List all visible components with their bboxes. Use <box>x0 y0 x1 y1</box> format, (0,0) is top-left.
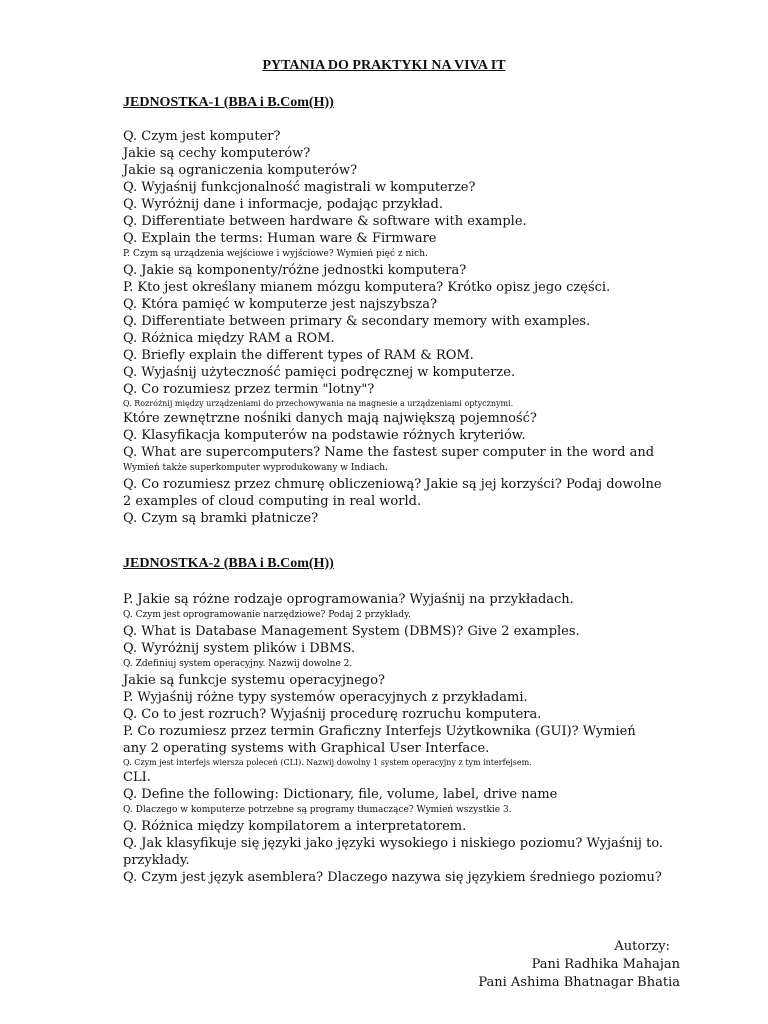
question-line: Q. Dlaczego w komputerze potrzebne są programy tłumaczące? Wymień wszystkie 3. <box>123 805 512 815</box>
question-line: Q. Define the following: Dictionary, file, volume, label, drive name <box>123 787 558 802</box>
question-line: Q. Różnica między RAM a ROM. <box>123 331 335 346</box>
unit-1-questions <box>123 128 683 527</box>
question-line: Q. Co rozumiesz przez termin "lotny"? <box>123 382 375 397</box>
question-line: Jakie są funkcje systemu operacyjnego? <box>123 673 386 688</box>
question-line: P. Wyjaśnij różne typy systemów operacyjnych z przykładami. <box>123 690 528 705</box>
question-line: Jakie są cechy komputerów? <box>123 146 311 161</box>
question-line: Q. Czym jest komputer? <box>123 129 281 144</box>
question-line: Q. Co rozumiesz przez chmurę obliczeniową? Jakie są jej korzyści? Podaj dowolne <box>123 477 662 492</box>
question-line: P. Jakie są różne rodzaje oprogramowania? Wyjaśnij na przykładach. <box>123 592 574 607</box>
question-line: Q. Differentiate between primary & secondary memory with examples. <box>123 314 591 329</box>
question-line: Q. Czym jest interfejs wiersza poleceń (CLI). Nazwij dowolny 1 system operacyjny z tym interfejsem. <box>123 758 532 767</box>
authors-block <box>478 938 680 992</box>
question-line: CLI. <box>123 770 151 785</box>
question-line: P. Czym są urządzenia wejściowe i wyjściowe? Wymień pięć z nich. <box>123 249 428 259</box>
question-line: Q. Czym są bramki płatnicze? <box>123 511 319 526</box>
author-name: Pani Ashima Bhatnagar Bhatia <box>478 975 680 990</box>
question-line: Q. What are supercomputers? Name the fastest super computer in the word and <box>123 445 655 460</box>
question-line: przykłady. <box>123 853 190 868</box>
question-line: Jakie są ograniczenia komputerów? <box>123 163 358 178</box>
question-line: Q. Różnica między kompilatorem a interpretatorem. <box>123 819 467 834</box>
question-line: Q. Explain the terms: Human ware & Firmware <box>123 231 437 246</box>
question-line: Q. Jakie są komponenty/różne jednostki komputera? <box>123 263 467 278</box>
question-line: Q. Czym jest oprogramowanie narzędziowe? Podaj 2 przykłady. <box>123 610 411 620</box>
question-line: any 2 operating systems with Graphical User Interface. <box>123 741 490 756</box>
question-line: P. Co rozumiesz przez termin Graficzny Interfejs Użytkownika (GUI)? Wymień <box>123 724 636 739</box>
question-line: Q. Która pamięć w komputerze jest najszybsza? <box>123 297 437 312</box>
question-line: Q. Briefly explain the different types of RAM & ROM. <box>123 348 474 363</box>
question-line: Q. Klasyfikacja komputerów na podstawie różnych kryteriów. <box>123 428 526 443</box>
unit-1-heading: JEDNOSTKA-1 (BBA i B.Com(H)) <box>123 95 334 110</box>
authors-label: Autorzy: <box>614 939 670 954</box>
unit-2-heading: JEDNOSTKA-2 (BBA i B.Com(H)) <box>123 556 334 571</box>
question-line: Wymień także superkomputer wyprodukowany w Indiach. <box>123 463 388 473</box>
question-line: Q. Differentiate between hardware & software with example. <box>123 214 527 229</box>
document-title: PYTANIA DO PRAKTYKI NA VIVA IT <box>262 58 506 73</box>
author-name: Pani Radhika Mahajan <box>531 957 680 972</box>
question-line: Q. Rozróżnij między urządzeniami do przechowywania na magnesie a urządzeniami optycznymi. <box>123 399 514 408</box>
question-line: Q. Zdefiniuj system operacyjny. Nazwij dowolne 2. <box>123 659 353 669</box>
question-line: Q. Czym jest język asemblera? Dlaczego nazywa się językiem średniego poziomu? <box>123 870 662 885</box>
question-line: Q. What is Database Management System (DBMS)? Give 2 examples. <box>123 624 580 639</box>
question-line: Q. Wyróżnij dane i informacje, podając przykład. <box>123 197 444 212</box>
question-line: P. Kto jest określany mianem mózgu komputera? Krótko opisz jego części. <box>123 280 611 295</box>
question-line: Q. Co to jest rozruch? Wyjaśnij procedurę rozruchu komputera. <box>123 707 542 722</box>
question-line: Q. Wyjaśnij użyteczność pamięci podręcznej w komputerze. <box>123 365 516 380</box>
question-line: Q. Wyróżnij system plików i DBMS. <box>123 641 356 656</box>
question-line: 2 examples of cloud computing in real world. <box>123 494 422 509</box>
question-line: Q. Wyjaśnij funkcjonalność magistrali w komputerze? <box>123 180 476 195</box>
question-line: Które zewnętrzne nośniki danych mają największą pojemność? <box>123 411 537 426</box>
unit-2-questions <box>123 591 683 886</box>
question-line: Q. Jak klasyfikuje się języki jako języki wysokiego i niskiego poziomu? Wyjaśnij to. <box>123 836 664 851</box>
